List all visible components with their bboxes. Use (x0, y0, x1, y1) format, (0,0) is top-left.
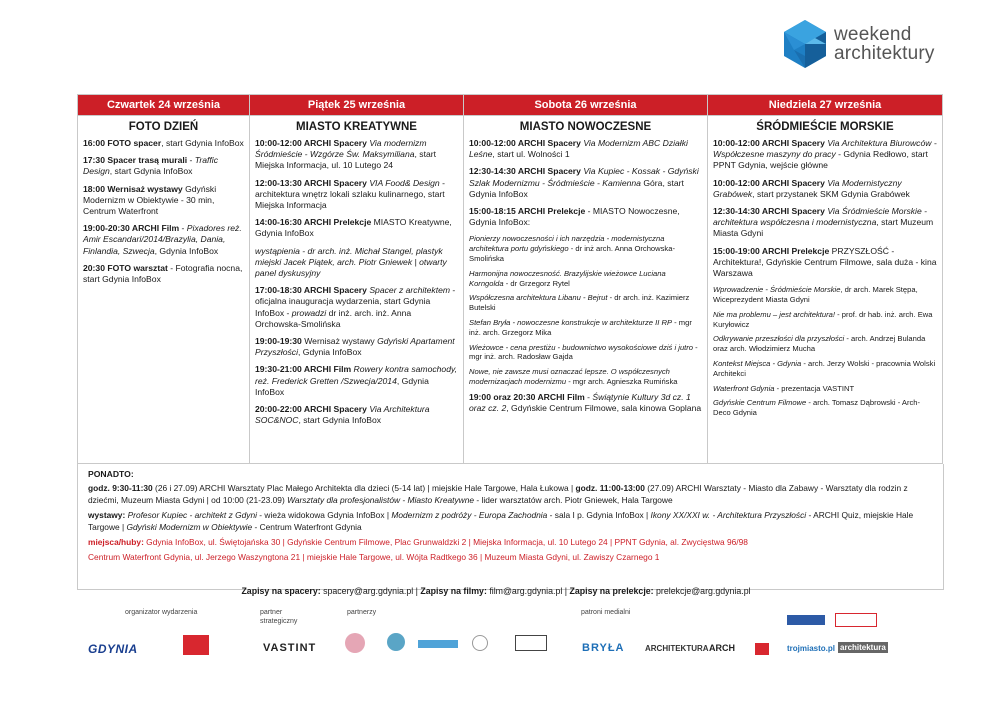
day-theme: MIASTO KREATYWNE (296, 121, 417, 133)
partner-logo-1 (345, 633, 365, 653)
partner-logo-3 (418, 640, 458, 648)
workshops-text: godz. 9:30-11:30 (26 i 27.09) ARCHI Warsztaty Plac Małego Architekta dla dzieci (5-14 lat) | miejskie Hale Targowe, Hala Łukowa | godz. 11:00-13:00 (27.09) ARCHI Warsztaty - Miasto dla Zabawy - Warsztaty dla rodzin z dziećmi, Muzeum Miasta Gdyni | od 10:00 (21-23.09) Warsztaty dla profesjonalistów - Miasto Kreatywne - lider warsztatów arch. Piotr Gniewek, Hala Targowe (88, 483, 908, 505)
event-item: 10:00-12:00 ARCHI Spacery Via Modernistyczny Grabówek, start przystanek SKM Gdynia Grabówek (713, 177, 910, 199)
partners-label: partnerzy (347, 609, 377, 616)
partner-logo-2 (387, 633, 405, 651)
event-item: 17:00-18:30 ARCHI Spacery Spacer z architektem - oficjalna inauguracja wydarzenia, start Gdynia InfoBox - prowadzi dr inż. arch. inż. Anna Orchowska-Smolińska (255, 285, 456, 329)
day-header-thursday: Czwartek 24 września (78, 95, 250, 116)
brand-line-1: weekend (834, 24, 912, 45)
talk-item: Wieżowce - cena prestiżu - budownictwo wysokościowe dziś i jutro - mgr inż. arch. Radosław Gajda (469, 342, 698, 362)
architektura-pl-logo: architektura (840, 643, 886, 652)
event-item: 18:00 Wernisaż wystawy Gdyński Modernizm w Obiektywie - 30 min, Centrum Waterfront (83, 183, 217, 217)
brand-logo (782, 19, 947, 69)
partner-strategic-label: partner strategiczny (260, 609, 298, 625)
talk-item: Kontekst Miejsca - Gdynia - arch. Jerzy Wolski - pracownia Wolski Architekci (713, 359, 936, 378)
event-item: 19:00-19:30 Wernisaż wystawy Gdyński Apartament Przyszłości, Gdynia InfoBox (255, 336, 455, 358)
organizer-label: organizator wydarzenia (125, 609, 198, 616)
arch-logo: ARCH (709, 643, 735, 653)
event-item: 15:00-18:15 ARCHI Prelekcje - MIASTO Nowoczesne, Gdynia InfoBox: (469, 206, 680, 228)
event-item: 12:30-14:30 ARCHI Spacery Via Kupiec - Kossak - Gdyński Szlak Modernizmu - Śródmieście - Kamienna Góra, start Gdynia InfoBox (469, 166, 699, 199)
event-item: 14:00-16:30 ARCHI Prelekcje MIASTO Kreatywne, Gdynia InfoBox (255, 217, 452, 239)
media-logo-red (755, 643, 769, 655)
schedule-table (77, 94, 943, 464)
day-column-sunday (708, 116, 943, 464)
media-label: patroni medialni (581, 609, 631, 616)
partner-logo-4 (472, 635, 488, 651)
cube-logo-icon (782, 19, 828, 69)
event-item: 20:30 FOTO warsztat - Fotografia nocna, start Gdynia InfoBox (83, 262, 243, 285)
exhibitions-text: wystawy: Profesor Kupiec - architekt z Gdyni - wieża widokowa Gdynia InfoBox | Modernizm z podróży - Europa Zachodnia - sala I p. Gdynia InfoBox | Ikony XX/XXI w. - Architektura Przyszłości - ARCHI Quiz, miejskie Hale Targowe | Gdyński Modernizm w Obiektywie - Centrum Waterfront Gdynia (88, 510, 914, 532)
event-item: wystąpienia - dr arch. inż. Michał Stangel, plastyk miejski Jacek Piątek, arch. Piotr Gniewek | otwarty panel dyskusyjny (255, 245, 447, 279)
event-item: 12:00-13:30 ARCHI Spacery VIA Food& Design - architektura wnętrz lokali szlaku kulinarnego, start Miejska Informacja (255, 177, 445, 211)
event-item: 10:00-12:00 ARCHI Spacery Via Modernizm ABC Działki Leśne, start ul. Wolności 1 (469, 138, 688, 160)
event-item: 10:00-12:00 ARCHI Spacery Via Architektura Biurowców - Współczesne maszyny do pracy - Gdynia Redłowo, start PPNT Gdynia, wejście główne (713, 138, 937, 171)
talk-item: Odkrywanie przeszłości dla przyszłości - arch. Andrzej Bulanda oraz arch. Włodzimierz Mucha (713, 334, 926, 354)
day-theme: FOTO DZIEŃ (128, 121, 199, 133)
additional-info (77, 464, 944, 590)
venues-text: miejsca/huby: Gdynia InfoBox, ul. Świętojańska 30 | Gdyńskie Centrum Filmowe, Plac Grunwaldzki 2 | Miejska Informacja, ul. 10 Lutego 24 | PPNT Gdynia, al. Zwycięstwa 96/98 (88, 537, 748, 547)
day-column-friday (250, 116, 464, 464)
vastint-logo: VASTINT (263, 642, 317, 654)
gdynia-logo: GDYNIA (88, 642, 138, 656)
event-item: 19:00 oraz 20:30 ARCHI Film - Świątynie Kultury 3d cz. 1 oraz cz. 2, Gdyńskie Centrum Filmowe, sala kinowa Goplana (469, 391, 702, 413)
talk-item: Nie ma problemu – jest architektura! - prof. dr hab. inż. arch. Ewa Kuryłowicz (713, 309, 933, 329)
media-logo-m (835, 613, 877, 627)
day-header-saturday: Sobota 26 września (464, 95, 708, 116)
event-item: 16:00 FOTO spacer, start Gdynia InfoBox (83, 138, 244, 148)
day-column-saturday (464, 116, 708, 464)
talk-item: Waterfront Gdynia - prezentacja VASTINT (713, 383, 855, 393)
bryla-logo: BRYŁA (582, 642, 625, 654)
brand-line-2: architektury (834, 43, 935, 64)
talk-item: Harmonijna nowoczesność. Brazylijskie wieżowce Luciana Korngolda - dr Grzegorz Rytel (469, 268, 666, 288)
talk-item: Gdyńskie Centrum Filmowe - arch. Tomasz Dąbrowski - Arch-Deco Gdynia (713, 398, 921, 418)
trojmiasto-logo: trojmiasto.pl (787, 644, 836, 653)
event-item: 10:00-12:00 ARCHI Spacery Via modernizm Śródmieście - Wzgórze Św. Maksymiliana, start Miejska Informacja, ul. 10 Lutego 24 (255, 138, 437, 171)
additional-title: PONADTO: (88, 469, 134, 479)
event-item: 20:00-22:00 ARCHI Spacery Via Architektura SOC&NOC, start Gdynia InfoBox (255, 404, 430, 426)
talk-item: Wprowadzenie - Śródmieście Morskie, dr arch. Marek Stępa, Wiceprezydent Miasta Gdyni (713, 285, 918, 305)
event-item: 15:00-19:00 ARCHI Prelekcje PRZYSZŁOŚĆ - Architektura!, Gdyńskie Centrum Filmowe, sala duża - kina Warszawa (713, 245, 937, 279)
talk-item: Pionierzy nowoczesności i ich narzędzia - modernistyczna architektura portu gdyńskiego - dr inż arch. Anna Orchowska-Smolińska (469, 234, 675, 264)
talk-item: Stefan Bryła - nowoczesne konstrukcje w architekturze II RP - mgr inż. arch. Grzegorz Mika (469, 318, 692, 337)
day-theme: ŚRÓDMIEŚCIE MORSKIE (756, 121, 894, 133)
sponsors-section (0, 605, 992, 675)
event-item: 12:30-14:30 ARCHI Spacery Via Śródmieście Morskie - architektura współczesna i modernistyczna, start Muzeum Miasta Gdyni (713, 206, 934, 239)
day-column-thursday (78, 116, 250, 464)
day-header-sunday: Niedziela 27 września (708, 95, 943, 116)
event-item: 19:30-21:00 ARCHI Film Rowery kontra samochody, reż. Frederick Gretten /Szwecja/2014, Gdynia InfoBox (255, 364, 458, 397)
venues-text-2: Centrum Waterfront Gdynia, ul. Jerzego Waszyngtona 21 | miejskie Hale Targowe, ul. Wójta Radtkego 36 | Muzeum Miasta Gdyni, ul. Zawiszy Czarnego 1 (88, 552, 660, 562)
talk-item: Współczesna architektura Libanu - Bejrut - dr arch. inż. Kazimierz Butelski (469, 293, 690, 313)
organizer-secondary-logo (183, 635, 209, 655)
architektura-logo: ARCHITEKTURA (645, 644, 709, 653)
media-logo-blue (787, 615, 825, 625)
day-header-friday: Piątek 25 września (250, 95, 464, 116)
event-item: 17:30 Spacer trasą murali - Traffic Design, start Gdynia InfoBox (83, 155, 219, 177)
partner-logo-5 (515, 635, 547, 651)
day-theme: MIASTO NOWOCZESNE (519, 121, 652, 133)
talk-item: Nowe, nie zawsze musi oznaczać lepsze. O współczesnych modernizacjach modernizmu - mgr arch. Agnieszka Rumińska (469, 367, 678, 386)
event-item: 19:00-20:30 ARCHI Film - Pixadores reż. Amir Escandari/2014/Brazylia, Dania, Finlandia, Szwecja, Gdynia InfoBox (83, 223, 242, 256)
signup-line: Zapisy na spacery: spacery@arg.gdynia.pl | Zapisy na filmy: film@arg.gdynia.pl | Zapisy na prelekcje: prelekcje@arg.gdynia.pl (241, 586, 751, 596)
